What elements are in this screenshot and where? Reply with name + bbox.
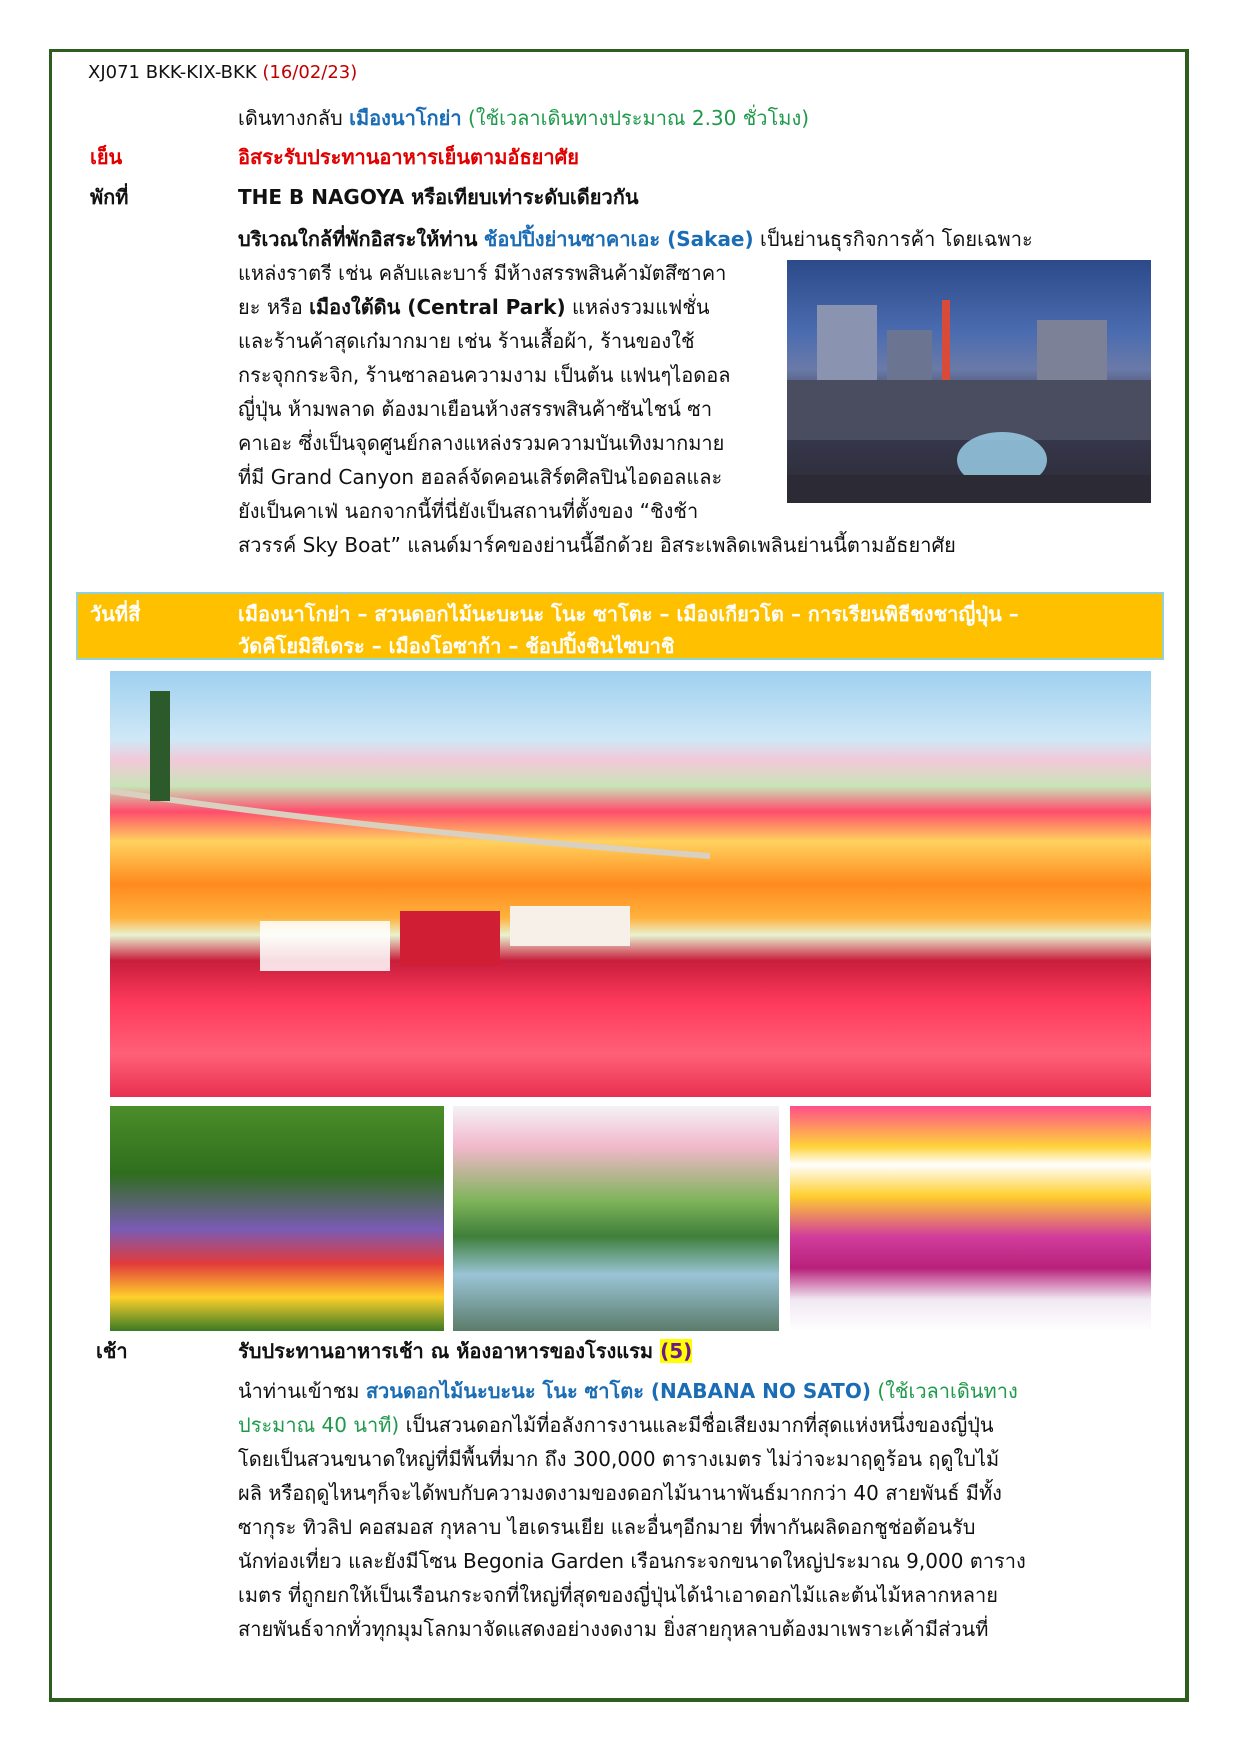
tour-code-header [88, 62, 357, 83]
lupine-flowers-photo [110, 1106, 444, 1331]
hotel-text: THE B NAGOYA หรือเทียบเท่าระดับเดียวกัน [238, 185, 639, 209]
breakfast-label: เช้า [96, 1339, 128, 1363]
return-city: เมืองนาโกย่า [349, 106, 462, 130]
day4-label: วันที่สี่ [90, 602, 141, 626]
day4-route-line2: วัดคิโยมิสึเดระ – เมืองโอซาก้า – ช้อปปิ้งชินไซบาชิ [238, 634, 675, 658]
breakfast-line: รับประทานอาหารเช้า ณ ห้องอาหารของโรงแรม (5) [238, 1339, 693, 1363]
sakae-name: ช้อปปิ้งย่านซาคาเอะ (Sakae) [483, 227, 754, 251]
nabana-paragraph: นำท่านเข้าชม สวนดอกไม้นะบะนะ โนะ ซาโตะ (NABANA NO SATO) (ใช้เวลาเดินทาง ประมาณ 40 นาที) เป็นสวนดอกไม้ที่อลังการงานและมีชื่อเสียงมากที่สุดแห่งหนึ่งของญี่ปุ่น โดยเป็นสวนขนาดใหญ่ที่มีพื้นที่มาก ถึง 300,000 ตารางเมตร ไม่ว่าจะมาฤดูร้อน ฤดูใบไม้ ผลิ หรือฤดูไหนๆก็จะได้พบกับความงดงามของดอกไม้นานาพันธ์มากกว่า 40 สายพันธ์ มีทั้ง ซากุระ ทิวลิป คอสมอส กุหลาบ ไฮเดรนเยีย และอื่นๆอีกมาย ที่พากันผลิดอกชูช่อต้อนรับ นักท่องเที่ยว และยังมีโซน Begonia Garden เรือนกระจกขนาดใหญ่ประมาณ 9,000 ตาราง เมตร ที่ถูกยกให้เป็นเรือนกระจกที่ใหญ่ที่สุดของญี่ปุ่นได้นำเอาดอกไม้และต้นไม้หลากหลาย สายพันธ์จากทั่วทุกมุมโลกมาจัดแสดงอย่างงดงาม ยิ่งสายกุหลาบต้องมาเพราะเค้ามีส่วนที่ [238, 1379, 1026, 1641]
tour-code: XJ071 BKK-KIX-BKK [88, 62, 257, 83]
sakae-city-photo [787, 260, 1151, 503]
tulip-field-panorama-photo [110, 671, 1151, 1097]
dinner-text: อิสระรับประทานอาหารเย็นตามอัธยาศัย [238, 145, 580, 169]
nabana-name: สวนดอกไม้นะบะนะ โนะ ซาโตะ (NABANA NO SATO) [365, 1379, 871, 1403]
cherry-blossom-pond-photo [453, 1106, 779, 1331]
meal-number: (5) [660, 1339, 693, 1363]
tour-date: (16/02/23) [262, 62, 358, 83]
day4-banner [76, 592, 1164, 660]
hotel-label: พักที่ [90, 185, 129, 209]
tulip-rows-photo [790, 1106, 1151, 1331]
sakae-paragraph: บริเวณใกล้ที่พักอิสระให้ท่าน ช้อปปิ้งย่านซาคาเอะ (Sakae) เป็นย่านธุรกิจการค้า โดยเฉพาะ แหล่งราตรี เช่น คลับและบาร์ มีห้างสรรพสินค้ามัตสึซาคา ยะ หรือ เมืองใต้ดิน (Central Park) แหล่งรวมแฟชั่น และร้านค้าสุดเก๋มากมาย เช่น ร้านเสื้อผ้า, ร้านของใช้ กระจุกกระจิก, ร้านซาลอนความงาม เป็นต้น แฟนๆไอดอล ญี่ปุ่น ห้ามพลาด ต้องมาเยือนห้างสรรพสินค้าซันไชน์ ซา คาเอะ ซึ่งเป็นจุดศูนย์กลางแหล่งรวมความบันเทิงมากมาย ที่มี Grand Canyon ฮอลล์จัดคอนเสิร์ตศิลปินไอดอลและ ยังเป็นคาเฟ่ นอกจากนี้ที่นี่ยังเป็นสถานที่ตั้งของ “ชิงช้า สวรรค์ Sky Boat” แลนด์มาร์คของย่านนี้อีกด้วย อิสระเพลิดเพลินย่านนี้ตามอัธยาศัย [238, 227, 1033, 557]
return-duration: (ใช้เวลาเดินทางประมาณ 2.30 ชั่วโมง) [467, 106, 810, 130]
day4-route-line1: เมืองนาโกย่า – สวนดอกไม้นะบะนะ โนะ ซาโตะ – เมืองเกียวโต – การเรียนพิธีชงชาญี่ปุ่น – [238, 602, 1019, 626]
dinner-label: เย็น [90, 145, 123, 169]
return-trip-line: เดินทางกลับ เมืองนาโกย่า (ใช้เวลาเดินทางประมาณ 2.30 ชั่วโมง) [238, 106, 810, 130]
